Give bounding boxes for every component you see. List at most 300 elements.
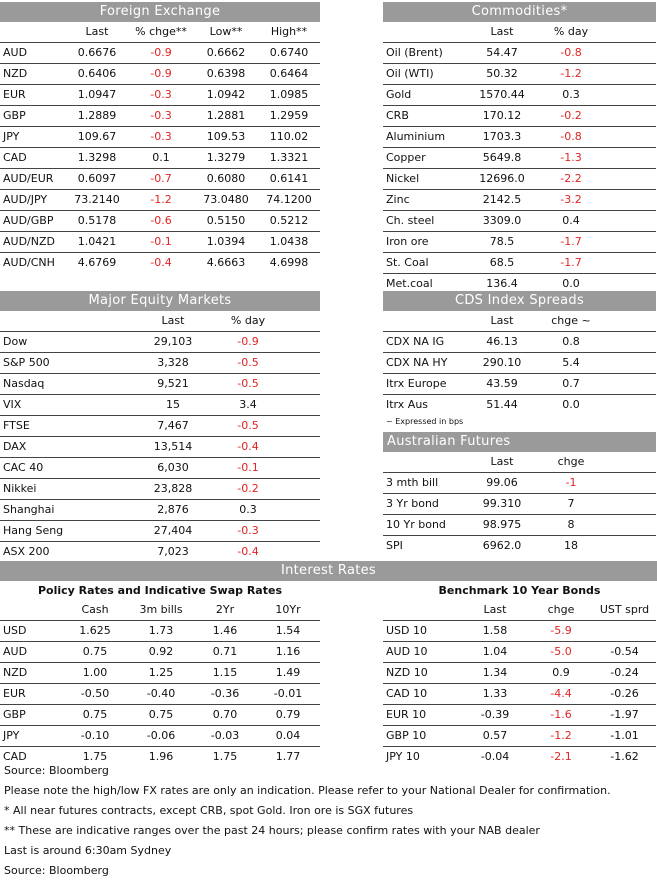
cell-bills: 1.25: [128, 663, 194, 684]
cell-last: 50.32: [465, 64, 539, 85]
footnote-futures: * All near futures contracts, except CRB, spot Gold. Iron ore is SGX futures: [4, 804, 414, 817]
cell-low: 0.6662: [194, 43, 258, 64]
cell-high: 1.3321: [258, 148, 320, 169]
row-label: AUD 10: [383, 642, 461, 663]
cell-chg: 0.9: [529, 663, 593, 684]
table-row: [0, 353, 320, 374]
row-label: USD 10: [383, 621, 461, 642]
cell-chg: 0.8: [539, 332, 603, 353]
row-label: CAD: [0, 148, 66, 169]
cell-sprd: -1.01: [593, 726, 656, 747]
footnote-ranges: ** These are indicative ranges over the past 24 hours; please confirm rates with your NAB dealer: [4, 824, 540, 837]
cell-chg: -1.3: [539, 148, 603, 169]
table-row: [0, 705, 320, 726]
cell-chg: -0.3: [128, 106, 194, 127]
cell-last: 7,467: [128, 416, 218, 437]
cell-chg: -0.5: [218, 374, 278, 395]
fx-table: [0, 22, 320, 273]
cell-y2: 1.46: [194, 621, 256, 642]
cell-chg: -0.4: [128, 253, 194, 274]
cell-chg: -0.4: [218, 542, 278, 563]
cds-note: ~ Expressed in bps: [386, 417, 464, 426]
cell-sprd: -0.54: [593, 642, 656, 663]
row-label: SPI: [383, 536, 465, 557]
table-row: [0, 642, 320, 663]
table-row: [383, 473, 656, 494]
table-row: [383, 353, 656, 374]
cell-last: 170.12: [465, 106, 539, 127]
cell-low: 1.2881: [194, 106, 258, 127]
cell-y10: 1.54: [256, 621, 320, 642]
cell-last: 0.57: [461, 726, 529, 747]
table-row: [0, 684, 320, 705]
table-row: [383, 642, 656, 663]
table-row: [383, 684, 656, 705]
table-row: [383, 190, 656, 211]
cell-high: 1.0985: [258, 85, 320, 106]
commodities-header: % day: [553, 25, 589, 38]
row-label: Ch. steel: [383, 211, 465, 232]
row-label: CRB: [383, 106, 465, 127]
row-label: S&P 500: [0, 353, 128, 374]
policy-rates-table: [0, 600, 320, 767]
footnote-source-2: Source: Bloomberg: [4, 864, 109, 877]
table-row: [383, 663, 656, 684]
row-label: AUD/JPY: [0, 190, 66, 211]
row-label: Copper: [383, 148, 465, 169]
row-label: JPY: [0, 726, 62, 747]
cell-last: 13,514: [128, 437, 218, 458]
cell-last: 1.2889: [66, 106, 128, 127]
cell-chg: -5.0: [529, 642, 593, 663]
row-label: VIX: [0, 395, 128, 416]
cell-chg: -0.8: [539, 43, 603, 64]
cell-high: 1.2959: [258, 106, 320, 127]
cell-y10: 0.79: [256, 705, 320, 726]
cell-chg: -0.2: [218, 479, 278, 500]
cell-last: 2142.5: [465, 190, 539, 211]
cell-bills: 0.75: [128, 705, 194, 726]
futures-header: chge: [557, 455, 585, 468]
fx-header: Last: [85, 25, 109, 38]
cds-table: [383, 311, 656, 415]
cell-low: 1.0394: [194, 232, 258, 253]
row-label: 3 Yr bond: [383, 494, 465, 515]
row-label: Aluminium: [383, 127, 465, 148]
commodities-header: Last: [490, 25, 514, 38]
cell-last: 0.5178: [66, 211, 128, 232]
cell-last: 99.310: [465, 494, 539, 515]
row-label: GBP: [0, 106, 66, 127]
table-row: [383, 374, 656, 395]
cell-y2: 0.71: [194, 642, 256, 663]
equity-header: [0, 311, 128, 332]
table-row: [383, 621, 656, 642]
cell-low: 109.53: [194, 127, 258, 148]
cell-last: 5649.8: [465, 148, 539, 169]
cell-sprd: -1.97: [593, 705, 656, 726]
row-label: CAD 10: [383, 684, 461, 705]
cell-cash: -0.10: [62, 726, 128, 747]
table-row: [0, 127, 320, 148]
cell-high: 4.6998: [258, 253, 320, 274]
table-row: [383, 705, 656, 726]
fx-header: High**: [270, 25, 308, 38]
table-row: [383, 148, 656, 169]
fx-header: Low**: [209, 25, 243, 38]
cell-chg: 18: [539, 536, 603, 557]
cell-last: 15: [128, 395, 218, 416]
cell-last: 78.5: [465, 232, 539, 253]
cell-last: 12696.0: [465, 169, 539, 190]
row-label: Hang Seng: [0, 521, 128, 542]
cell-chg: 0.0: [539, 395, 603, 416]
table-row: [0, 395, 320, 416]
row-label: Oil (WTI): [383, 64, 465, 85]
cell-chg: -1.6: [529, 705, 593, 726]
table-row: [0, 479, 320, 500]
interest-title: Interest Rates: [0, 561, 657, 581]
cds-header: Last: [490, 314, 514, 327]
cell-low: 0.6398: [194, 64, 258, 85]
table-row: [0, 43, 320, 64]
cell-last: 1.34: [461, 663, 529, 684]
cell-last: 1.0421: [66, 232, 128, 253]
commodities-title: Commodities*: [383, 2, 656, 22]
cell-chg: -3.2: [539, 190, 603, 211]
cell-last: 6,030: [128, 458, 218, 479]
cell-last: 9,521: [128, 374, 218, 395]
futures-header: [383, 452, 465, 473]
cell-chg: -0.9: [128, 43, 194, 64]
cell-chg: -0.9: [218, 332, 278, 353]
cell-last: 51.44: [465, 395, 539, 416]
cell-last: 1.04: [461, 642, 529, 663]
cell-chg: -1.2: [529, 726, 593, 747]
cds-header: [383, 311, 465, 332]
table-row: [0, 500, 320, 521]
row-label: EUR 10: [383, 705, 461, 726]
cell-last: 0.6406: [66, 64, 128, 85]
row-label: USD: [0, 621, 62, 642]
cell-chg: -0.5: [218, 416, 278, 437]
policy-header: 3m bills: [128, 600, 194, 621]
cell-low: 73.0480: [194, 190, 258, 211]
futures-panel: [383, 432, 656, 556]
table-row: [0, 85, 320, 106]
cell-chg: -4.4: [529, 684, 593, 705]
row-label: CAD: [0, 747, 62, 768]
row-label: Nikkei: [0, 479, 128, 500]
cell-sprd: -0.26: [593, 684, 656, 705]
table-row: [0, 211, 320, 232]
table-row: [0, 521, 320, 542]
cell-last: 29,103: [128, 332, 218, 353]
cell-chg: 5.4: [539, 353, 603, 374]
cell-last: 1570.44: [465, 85, 539, 106]
cell-bills: -0.40: [128, 684, 194, 705]
fx-title: Foreign Exchange: [0, 2, 320, 22]
row-label: Zinc: [383, 190, 465, 211]
row-label: CAC 40: [0, 458, 128, 479]
table-row: [0, 726, 320, 747]
row-label: Dow: [0, 332, 128, 353]
cell-bills: 1.73: [128, 621, 194, 642]
cell-y10: 1.16: [256, 642, 320, 663]
row-label: FTSE: [0, 416, 128, 437]
table-row: [0, 332, 320, 353]
policy-header: Cash: [62, 600, 128, 621]
cell-chg: 0.1: [128, 148, 194, 169]
cell-last: 99.06: [465, 473, 539, 494]
cell-y2: 0.70: [194, 705, 256, 726]
cell-chg: -0.6: [128, 211, 194, 232]
cell-y10: -0.01: [256, 684, 320, 705]
table-row: [0, 458, 320, 479]
cell-cash: 0.75: [62, 705, 128, 726]
row-label: AUD: [0, 642, 62, 663]
cell-last: 7,023: [128, 542, 218, 563]
cell-y10: 1.77: [256, 747, 320, 768]
row-label: JPY: [0, 127, 66, 148]
row-label: AUD/CNH: [0, 253, 66, 274]
table-row: [0, 232, 320, 253]
table-row: [0, 374, 320, 395]
row-label: JPY 10: [383, 747, 461, 768]
cell-last: 68.5: [465, 253, 539, 274]
cell-low: 1.3279: [194, 148, 258, 169]
policy-header: [0, 600, 62, 621]
cell-cash: 0.75: [62, 642, 128, 663]
bonds-subtitle: Benchmark 10 Year Bonds: [438, 584, 601, 597]
table-row: [0, 64, 320, 85]
bonds-header: UST sprd: [593, 600, 656, 621]
row-label: NZD: [0, 663, 62, 684]
row-label: Oil (Brent): [383, 43, 465, 64]
cell-last: 1.3298: [66, 148, 128, 169]
cell-chg: 0.3: [539, 85, 603, 106]
cell-high: 1.0438: [258, 232, 320, 253]
cell-chg: -0.7: [128, 169, 194, 190]
row-label: EUR: [0, 85, 66, 106]
table-row: [383, 64, 656, 85]
equity-panel: [0, 291, 320, 562]
cell-last: 23,828: [128, 479, 218, 500]
cell-last: 98.975: [465, 515, 539, 536]
table-row: [0, 253, 320, 274]
bonds-table: [383, 600, 656, 767]
row-label: St. Coal: [383, 253, 465, 274]
row-label: Itrx Europe: [383, 374, 465, 395]
table-row: [383, 43, 656, 64]
cell-chg: -5.9: [529, 621, 593, 642]
cell-chg: 0.0: [539, 274, 603, 295]
cell-cash: 1.00: [62, 663, 128, 684]
row-label: 3 mth bill: [383, 473, 465, 494]
row-label: Met.coal: [383, 274, 465, 295]
commodities-table: [383, 22, 656, 294]
cell-chg: -0.5: [218, 353, 278, 374]
cell-sprd: [593, 621, 656, 642]
cell-last: 27,404: [128, 521, 218, 542]
commodities-header: [383, 22, 465, 43]
footnote-source: Source: Bloomberg: [4, 764, 109, 777]
cell-high: 0.6141: [258, 169, 320, 190]
policy-rates-subtitle: Policy Rates and Indicative Swap Rates: [38, 584, 282, 597]
cell-y2: 1.75: [194, 747, 256, 768]
fx-panel: [0, 2, 320, 273]
futures-header: Last: [490, 455, 514, 468]
table-row: [383, 726, 656, 747]
cell-last: 46.13: [465, 332, 539, 353]
futures-title: Australian Futures: [383, 432, 656, 452]
cell-chg: -0.9: [128, 64, 194, 85]
cell-y10: 0.04: [256, 726, 320, 747]
cell-last: 54.47: [465, 43, 539, 64]
cell-chg: -1.7: [539, 253, 603, 274]
cell-last: 1703.3: [465, 127, 539, 148]
table-row: [383, 85, 656, 106]
cell-chg: -0.4: [218, 437, 278, 458]
row-label: AUD: [0, 43, 66, 64]
cell-last: 6962.0: [465, 536, 539, 557]
cell-chg: -0.2: [539, 106, 603, 127]
row-label: EUR: [0, 684, 62, 705]
bonds-header: chge: [529, 600, 593, 621]
policy-rates-panel: [0, 582, 320, 767]
row-label: CDX NA HY: [383, 353, 465, 374]
cell-chg: 0.4: [539, 211, 603, 232]
equity-header: % day: [230, 314, 266, 327]
cell-chg: -2.1: [529, 747, 593, 768]
cell-last: 1.33: [461, 684, 529, 705]
table-row: [0, 416, 320, 437]
cell-last: 290.10: [465, 353, 539, 374]
cell-cash: 1.75: [62, 747, 128, 768]
table-row: [0, 169, 320, 190]
cell-chg: -1.2: [539, 64, 603, 85]
equity-title: Major Equity Markets: [0, 291, 320, 311]
cell-last: 136.4: [465, 274, 539, 295]
cds-header: chge ~: [551, 314, 591, 327]
cell-last: -0.04: [461, 747, 529, 768]
bonds-panel: [383, 582, 656, 767]
footnote-fx-disclaimer: Please note the high/low FX rates are only an indication. Please refer to your National Dealer for confirmation.: [4, 784, 611, 797]
cell-chg: -0.3: [128, 127, 194, 148]
cell-high: 0.6740: [258, 43, 320, 64]
row-label: Nickel: [383, 169, 465, 190]
cell-chg: -0.3: [128, 85, 194, 106]
table-row: [383, 395, 656, 416]
row-label: Shanghai: [0, 500, 128, 521]
table-row: [0, 437, 320, 458]
cell-last: 43.59: [465, 374, 539, 395]
cell-chg: 8: [539, 515, 603, 536]
cell-last: 0.6676: [66, 43, 128, 64]
row-label: Nasdaq: [0, 374, 128, 395]
cell-chg: 0.7: [539, 374, 603, 395]
row-label: 10 Yr bond: [383, 515, 465, 536]
cell-chg: -0.3: [218, 521, 278, 542]
table-row: [0, 621, 320, 642]
cell-chg: -2.2: [539, 169, 603, 190]
cell-high: 74.1200: [258, 190, 320, 211]
cell-bills: 1.96: [128, 747, 194, 768]
table-row: [0, 190, 320, 211]
cell-chg: 0.3: [218, 500, 278, 521]
interest-panel: [0, 561, 657, 581]
cell-cash: 1.625: [62, 621, 128, 642]
cell-last: 1.58: [461, 621, 529, 642]
equity-table: [0, 311, 320, 562]
cell-chg: -1.7: [539, 232, 603, 253]
cell-y2: 1.15: [194, 663, 256, 684]
table-row: [383, 332, 656, 353]
cds-panel: [383, 291, 656, 429]
policy-header: 2Yr: [194, 600, 256, 621]
row-label: AUD/EUR: [0, 169, 66, 190]
table-row: [383, 253, 656, 274]
bonds-header: Last: [461, 600, 529, 621]
footnote-time: Last is around 6:30am Sydney: [4, 844, 172, 857]
table-row: [0, 148, 320, 169]
fx-header: % chge**: [135, 25, 187, 38]
cell-chg: -0.1: [218, 458, 278, 479]
table-row: [383, 127, 656, 148]
table-row: [0, 663, 320, 684]
table-row: [383, 494, 656, 515]
cell-last: 1.0947: [66, 85, 128, 106]
cell-y2: -0.36: [194, 684, 256, 705]
cell-last: 3,328: [128, 353, 218, 374]
cell-y2: -0.03: [194, 726, 256, 747]
row-label: ASX 200: [0, 542, 128, 563]
table-row: [383, 169, 656, 190]
cell-high: 110.02: [258, 127, 320, 148]
table-row: [0, 106, 320, 127]
row-label: DAX: [0, 437, 128, 458]
commodities-panel: [383, 2, 656, 294]
table-row: [383, 211, 656, 232]
table-row: [383, 106, 656, 127]
row-label: Itrx Aus: [383, 395, 465, 416]
cell-last: 109.67: [66, 127, 128, 148]
row-label: GBP: [0, 705, 62, 726]
cell-last: 2,876: [128, 500, 218, 521]
cell-low: 0.5150: [194, 211, 258, 232]
cell-chg: 7: [539, 494, 603, 515]
cell-low: 4.6663: [194, 253, 258, 274]
row-label: Gold: [383, 85, 465, 106]
cell-sprd: -1.62: [593, 747, 656, 768]
futures-table: [383, 452, 656, 556]
row-label: NZD: [0, 64, 66, 85]
table-row: [383, 232, 656, 253]
cell-chg: -1.2: [128, 190, 194, 211]
row-label: AUD/NZD: [0, 232, 66, 253]
row-label: AUD/GBP: [0, 211, 66, 232]
cell-bills: 0.92: [128, 642, 194, 663]
cell-chg: -1: [539, 473, 603, 494]
cell-y10: 1.49: [256, 663, 320, 684]
cell-last: 4.6769: [66, 253, 128, 274]
policy-header: 10Yr: [256, 600, 320, 621]
table-row: [383, 536, 656, 557]
cell-cash: -0.50: [62, 684, 128, 705]
cell-last: 73.2140: [66, 190, 128, 211]
fx-header: [0, 22, 66, 43]
cds-title: CDS Index Spreads: [383, 291, 656, 311]
